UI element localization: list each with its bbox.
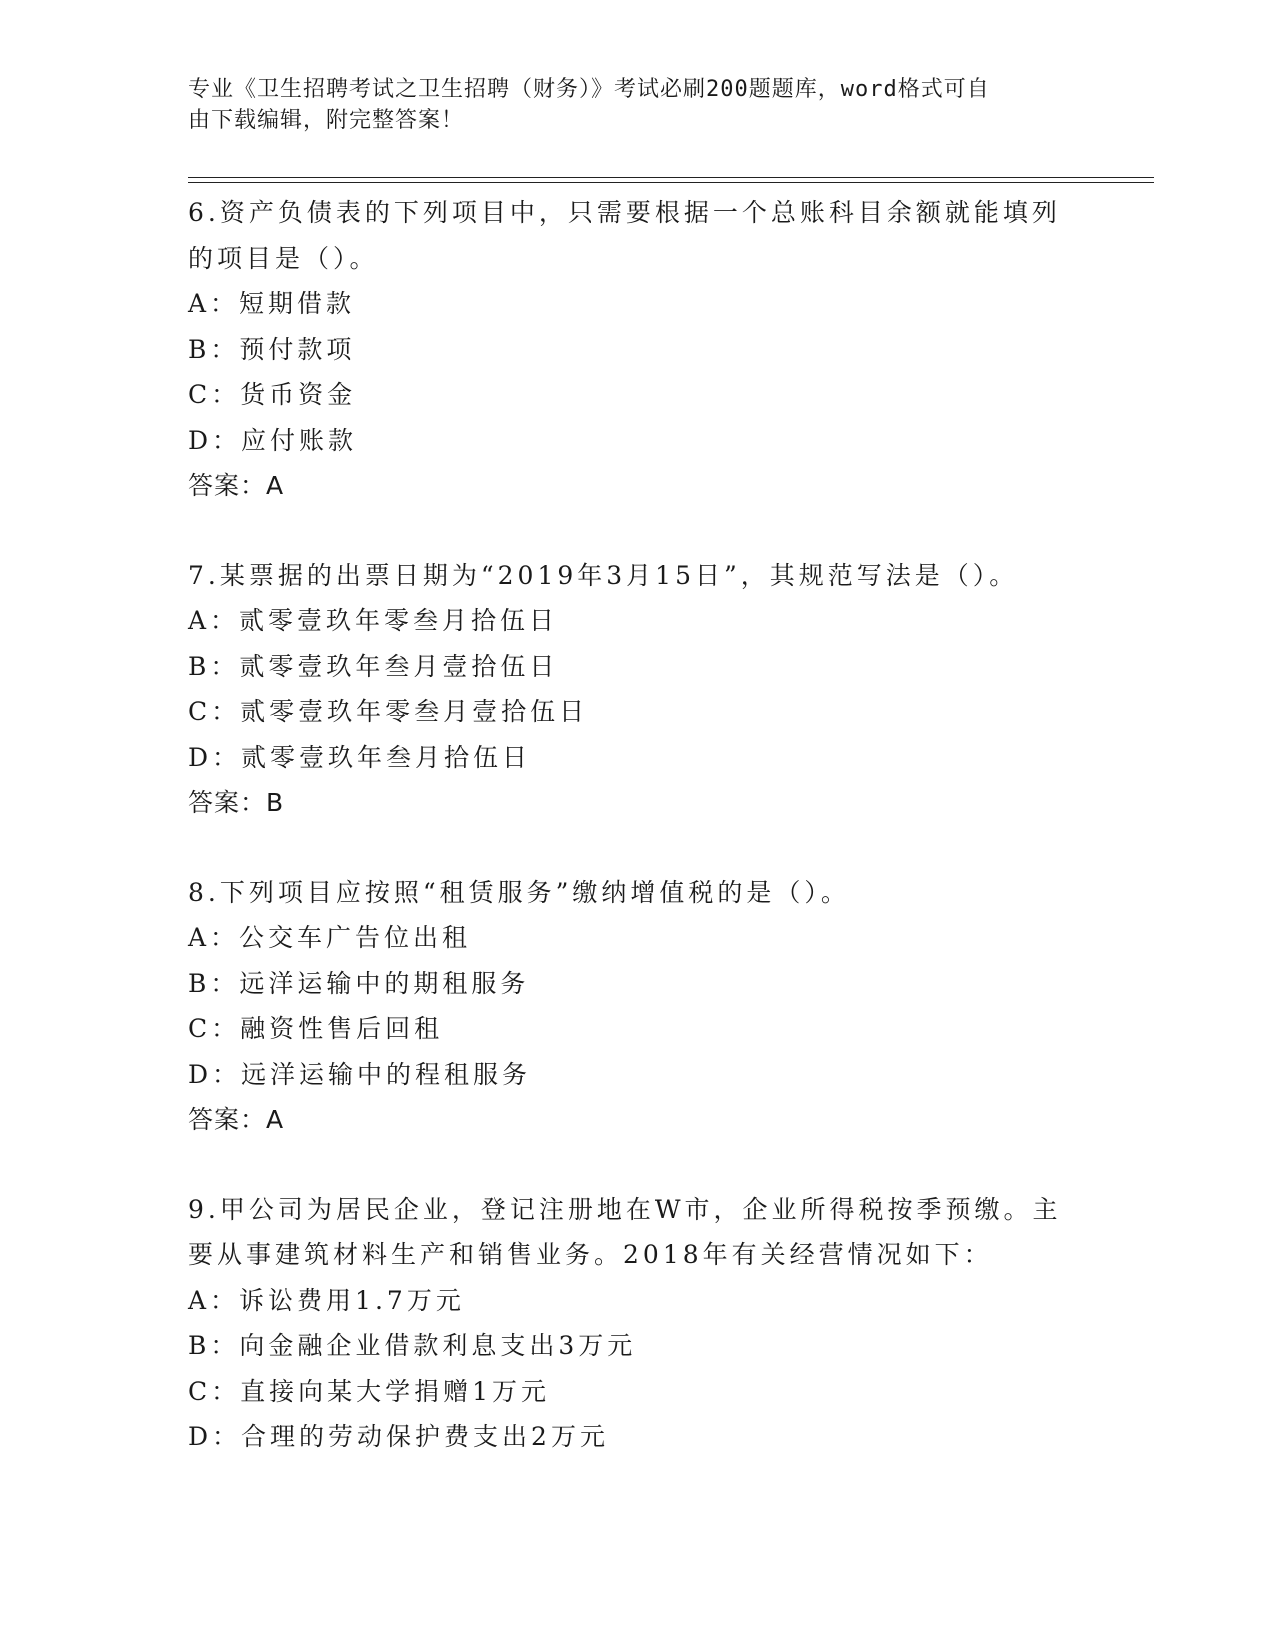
header-divider-bottom xyxy=(188,182,1154,183)
question-stem-line: 6.资产负债表的下列项目中，只需要根据一个总账科目余额就能填列 xyxy=(188,198,1061,227)
answer-label: 答案：A xyxy=(188,1105,285,1134)
option-a: A：诉讼费用1.7万元 xyxy=(188,1285,465,1315)
question-8 xyxy=(188,870,1088,1143)
question-stem-line: 的项目是（）。 xyxy=(188,243,379,273)
question-list xyxy=(188,190,1088,1504)
question-6 xyxy=(188,190,1088,509)
question-stem-line: 要从事建筑材料生产和销售业务。2018年有关经营情况如下： xyxy=(188,1240,993,1269)
option-b: B：预付款项 xyxy=(188,334,356,364)
option-c: C：货币资金 xyxy=(188,380,357,409)
question-stem-line: 8.下列项目应按照“租赁服务”缴纳增值税的是（）。 xyxy=(188,877,850,907)
question-9 xyxy=(188,1187,1088,1460)
header-line-2: 由下载编辑，附完整答案！ xyxy=(188,108,465,133)
option-b: B：远洋运输中的期租服务 xyxy=(188,968,530,998)
option-d: D：远洋运输中的程租服务 xyxy=(188,1059,532,1089)
option-b: B：贰零壹玖年叁月壹拾伍日 xyxy=(188,651,559,681)
question-stem-line: 9.甲公司为居民企业，登记注册地在W市，企业所得税按季预缴。主 xyxy=(188,1194,1062,1224)
option-a: A：贰零壹玖年零叁月拾伍日 xyxy=(188,606,559,635)
header-divider-top xyxy=(188,177,1154,178)
header-line-1: 专业《卫生招聘考试之卫生招聘（财务）》考试必刷200题题库，word格式可自 xyxy=(188,77,990,102)
option-a: A：短期借款 xyxy=(188,289,356,318)
document-header xyxy=(188,74,1068,136)
question-stem-line: 7.某票据的出票日期为“2019年3月15日”，其规范写法是（）。 xyxy=(188,560,1019,590)
option-a: A：公交车广告位出租 xyxy=(188,923,472,952)
question-7 xyxy=(188,553,1088,826)
option-c: C：贰零壹玖年零叁月壹拾伍日 xyxy=(188,697,589,726)
answer-label: 答案：A xyxy=(188,471,285,500)
answer-label: 答案：B xyxy=(188,788,285,817)
option-d: D：贰零壹玖年叁月拾伍日 xyxy=(188,742,532,772)
option-c: C：直接向某大学捐赠1万元 xyxy=(188,1376,551,1406)
option-b: B：向金融企业借款利息支出3万元 xyxy=(188,1331,637,1360)
option-c: C：融资性售后回租 xyxy=(188,1014,444,1043)
option-d: D：合理的劳动保护费支出2万元 xyxy=(188,1422,609,1451)
option-d: D：应付账款 xyxy=(188,425,358,455)
